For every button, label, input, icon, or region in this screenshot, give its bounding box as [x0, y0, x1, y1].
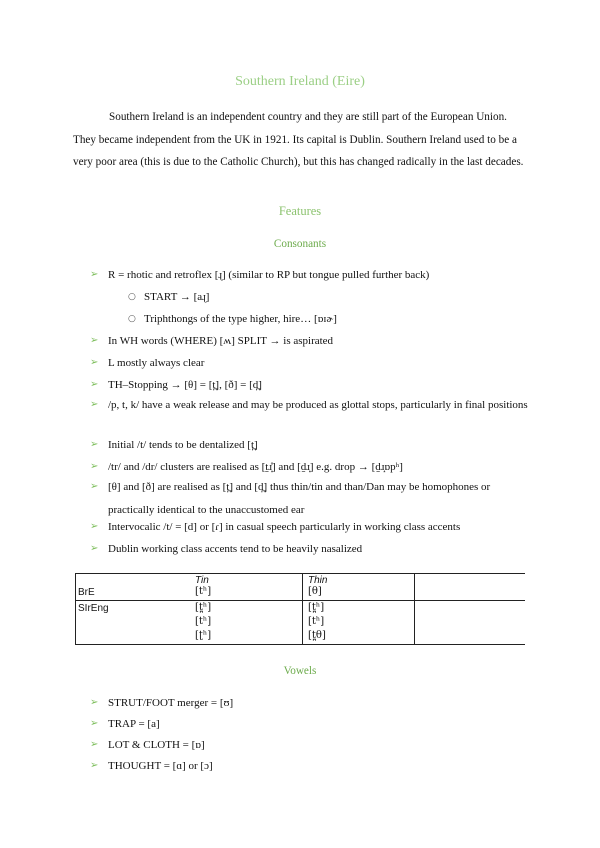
- table-cell: [t̪ʰ]: [308, 602, 325, 613]
- arrow-bullet-icon: ➢: [90, 439, 99, 450]
- features-heading: Features: [278, 204, 322, 218]
- arrow-bullet-icon: ➢: [90, 521, 99, 532]
- table-header-tin: Tin: [195, 575, 209, 586]
- table-cell: [tʰ]: [308, 616, 325, 627]
- arrow-bullet-icon: ➢: [90, 718, 99, 729]
- arrow-bullet-icon: ➢: [90, 399, 99, 410]
- arrow-bullet-icon: ➢: [90, 760, 99, 771]
- arrow-bullet-icon: ➢: [90, 697, 99, 708]
- document-title: Southern Ireland (Eire): [235, 74, 365, 89]
- arrow-bullet-icon: ➢: [90, 481, 99, 492]
- table-cell: [θ]: [308, 586, 322, 597]
- arrow-bullet-icon: ➢: [90, 461, 99, 472]
- consonants-heading: Consonants: [273, 238, 327, 250]
- arrow-bullet-icon: ➢: [90, 379, 99, 390]
- table-header-thin: Thin: [308, 575, 328, 586]
- arrow-bullet-icon: ➢: [90, 543, 99, 554]
- table-cell: [t̪ʰ]: [195, 602, 212, 613]
- intro-text: Southern Ireland is an independent country and they are still part of the European Union. They became independent from the UK in 1921. Its capital is Dublin. Southern Ireland used to be a very poor area (this is due to the Catholic Church), but this has changed radically in the last decades.: [73, 111, 524, 168]
- circle-bullet-icon: ○: [128, 292, 136, 302]
- arrow-bullet-icon: ➢: [90, 269, 99, 280]
- arrow-bullet-icon: ➢: [90, 357, 99, 368]
- circle-bullet-icon: ○: [128, 314, 136, 324]
- table-row-label-sireng: SIrEng: [78, 603, 109, 614]
- table-cell: [t̪θ]: [308, 630, 326, 641]
- arrow-bullet-icon: ➢: [90, 335, 99, 346]
- document-page: Southern Ireland (Eire) Southern Ireland is an independent country and they are still part of the European Union. They became independent from the UK in 1921. Its capital is Dublin. Southern Ireland used to be a very poor area (this is due to the Catholic Church), but this has changed radically in the last decades. Features Consonants ➢ R = rhotic and retroflex [ɻ] (similar to RP but tongue pulled further back) ○ START → [aɻ] ○ Triphthongs of the type higher, hire… [ɒɪɚ] ➢ In WH words (WHERE) [ʍ] SPLIT → is aspirated ➢ L mostly always clear ➢ TH–Stopping → [θ] = [t̪], [ð] = [d̪] ➢ /p, t, k/ have a weak release and may be produced as glottal stops, particularly in final positions ➢ Initial /t/ tends to be dentalized [t̪] ➢ /tr/ and /dr/ clusters are realised as [t̠ɹ̝̊] and [d̠ɹ̝] e.g. drop → [d̠ɹ̝ɒpʰ] ➢ [θ] and [ð] are realised as [t̪] and [d̪] thus thin/tin and than/Dan may be homophones or practically identical to the unaccustomed ear ➢ Intervocalic /t/ = [d] or [ɾ] in casual speech particularly in working class accents ➢ Dublin working class accents tend to be heavily nasalized Tin Thin BrE [tʰ] [θ] SIrEng [t̪ʰ] [t̪ʰ] [tʰ] [tʰ] [ʈʰ] [t̪θ] Vowels ➢ STRUT/FOOT merger = [ʊ] ➢ TRAP = [a] ➢ LOT & CLOTH = [ɒ] ➢ THOUGHT = [ɑ] or [ɔ]: [0, 0, 600, 848]
- table-cell: [tʰ]: [195, 616, 212, 627]
- table-cell: [tʰ]: [195, 586, 212, 597]
- intro-paragraph: [73, 106, 528, 174]
- table-row-label-bre: BrE: [78, 587, 95, 598]
- table-cell: [ʈʰ]: [195, 630, 212, 641]
- vowels-heading: Vowels: [283, 665, 317, 677]
- comparison-table: [75, 573, 525, 645]
- arrow-bullet-icon: ➢: [90, 739, 99, 750]
